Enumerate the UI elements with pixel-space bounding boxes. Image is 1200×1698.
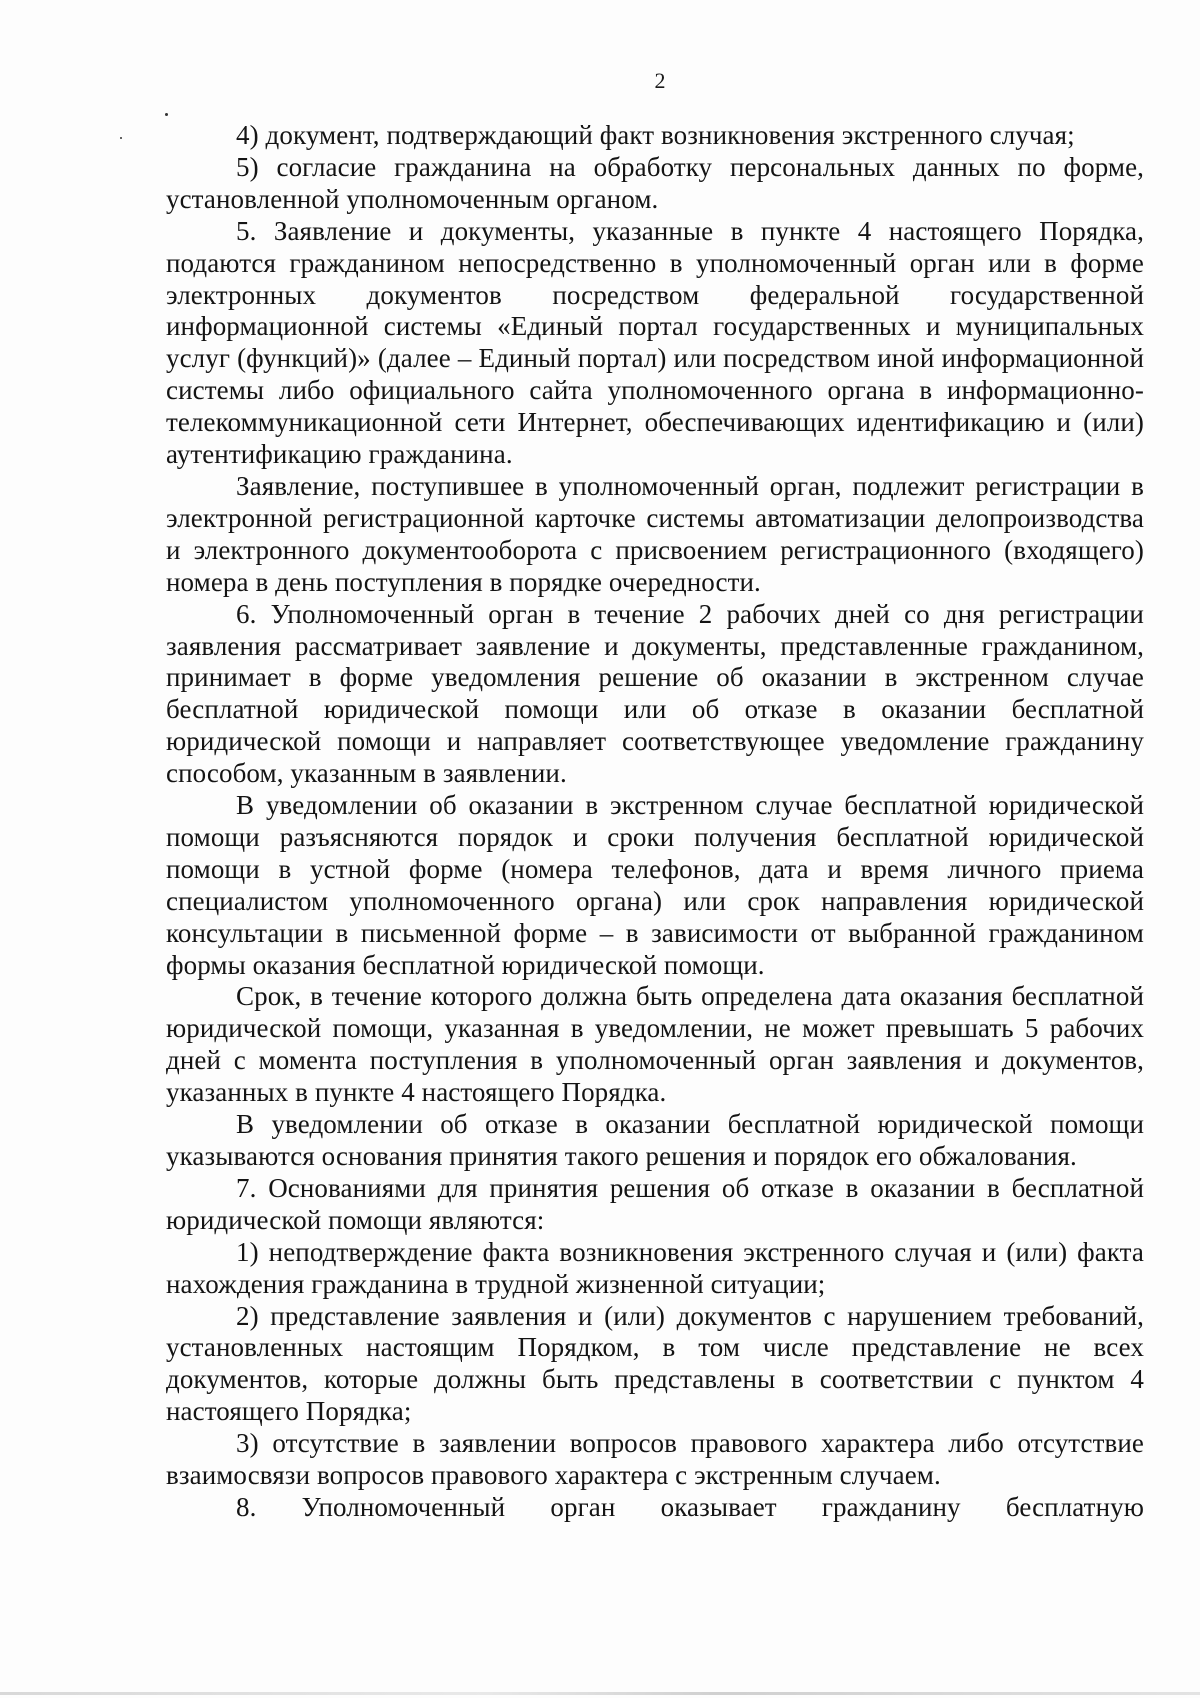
scan-speck: [165, 113, 168, 116]
paragraph: Заявление, поступившее в уполномоченный орган, подлежит регистрации в электронной регистрационной карточке системы автоматизации делопроизводства и электронного документооборота с присвоением регистрационного (входящего) номера в день поступления в порядке очередности.: [166, 470, 1144, 597]
paragraph: 7. Основаниями для принятия решения об отказе в оказании в бесплатной юридической помощи являются:: [166, 1172, 1144, 1235]
paragraph: 4) документ, подтверждающий факт возникновения экстренного случая;: [236, 120, 1075, 150]
page-number: 2: [654, 68, 666, 93]
scan-speck: [120, 137, 122, 139]
paragraph: 8. Уполномоченный орган оказывает гражданину бесплатную: [236, 1491, 1144, 1522]
paragraph: 1) неподтверждение факта возникновения экстренного случая и (или) факта нахождения гражданина в трудной жизненной ситуации;: [166, 1236, 1144, 1299]
paragraph: 3) отсутствие в заявлении вопросов правового характера либо отсутствие взаимосвязи вопросов правового характера с экстренным случаем.: [166, 1428, 1144, 1491]
paragraph: 5. Заявление и документы, указанные в пункте 4 настоящего Порядка, подаются гражданином непосредственно в уполномоченный орган или в форме электронных документов посредством федеральной государственной информационной системы «Единый портал государственных и муниципальных услуг (функций)» (далее – Единый портал) или посредством иной информационной системы либо официального сайта уполномоченного органа в информационно-телекоммуникационной сети Интернет, обеспечивающих идентификацию и (или) аутентификацию гражданина.: [166, 215, 1144, 470]
paragraph: В уведомлении об отказе в оказании бесплатной юридической помощи указываются основания принятия такого решения и порядок его обжалования.: [166, 1109, 1144, 1171]
paragraph: 2) представление заявления и (или) документов с нарушением требований, установленных настоящим Порядком, в том числе представление не всех документов, которые должны быть представлены в соответствии с пунктом 4 настоящего Порядка;: [166, 1300, 1144, 1427]
paragraph: 6. Уполномоченный орган в течение 2 рабочих дней со дня регистрации заявления рассматривает заявление и документы, представленные гражданином, принимает в форме уведомления решение об оказании в экстренном случае бесплатной юридической помощи или об отказе в оказании бесплатной юридической помощи и направляет соответствующее уведомление гражданину способом, указанным в заявлении.: [166, 598, 1144, 789]
scan-edge-line: [0, 1692, 1200, 1695]
document-body: [166, 120, 1144, 1524]
paragraph: В уведомлении об оказании в экстренном случае бесплатной юридической помощи разъясняются порядок и сроки получения бесплатной юридической помощи в устной форме (номера телефонов, дата и время личного приема специалистом уполномоченного органа) или срок направления юридической консультации в письменной форме – в зависимости от выбранной гражданином формы оказания бесплатной юридической помощи.: [166, 790, 1144, 980]
paragraph: Срок, в течение которого должна быть определена дата оказания бесплатной юридической помощи, указанная в уведомлении, не может превышать 5 рабочих дней с момента поступления в уполномоченный орган заявления и документов, указанных в пункте 4 настоящего Порядка.: [166, 981, 1144, 1108]
paragraph: 5) согласие гражданина на обработку персональных данных по форме, установленной уполномоченным органом.: [166, 151, 1144, 214]
